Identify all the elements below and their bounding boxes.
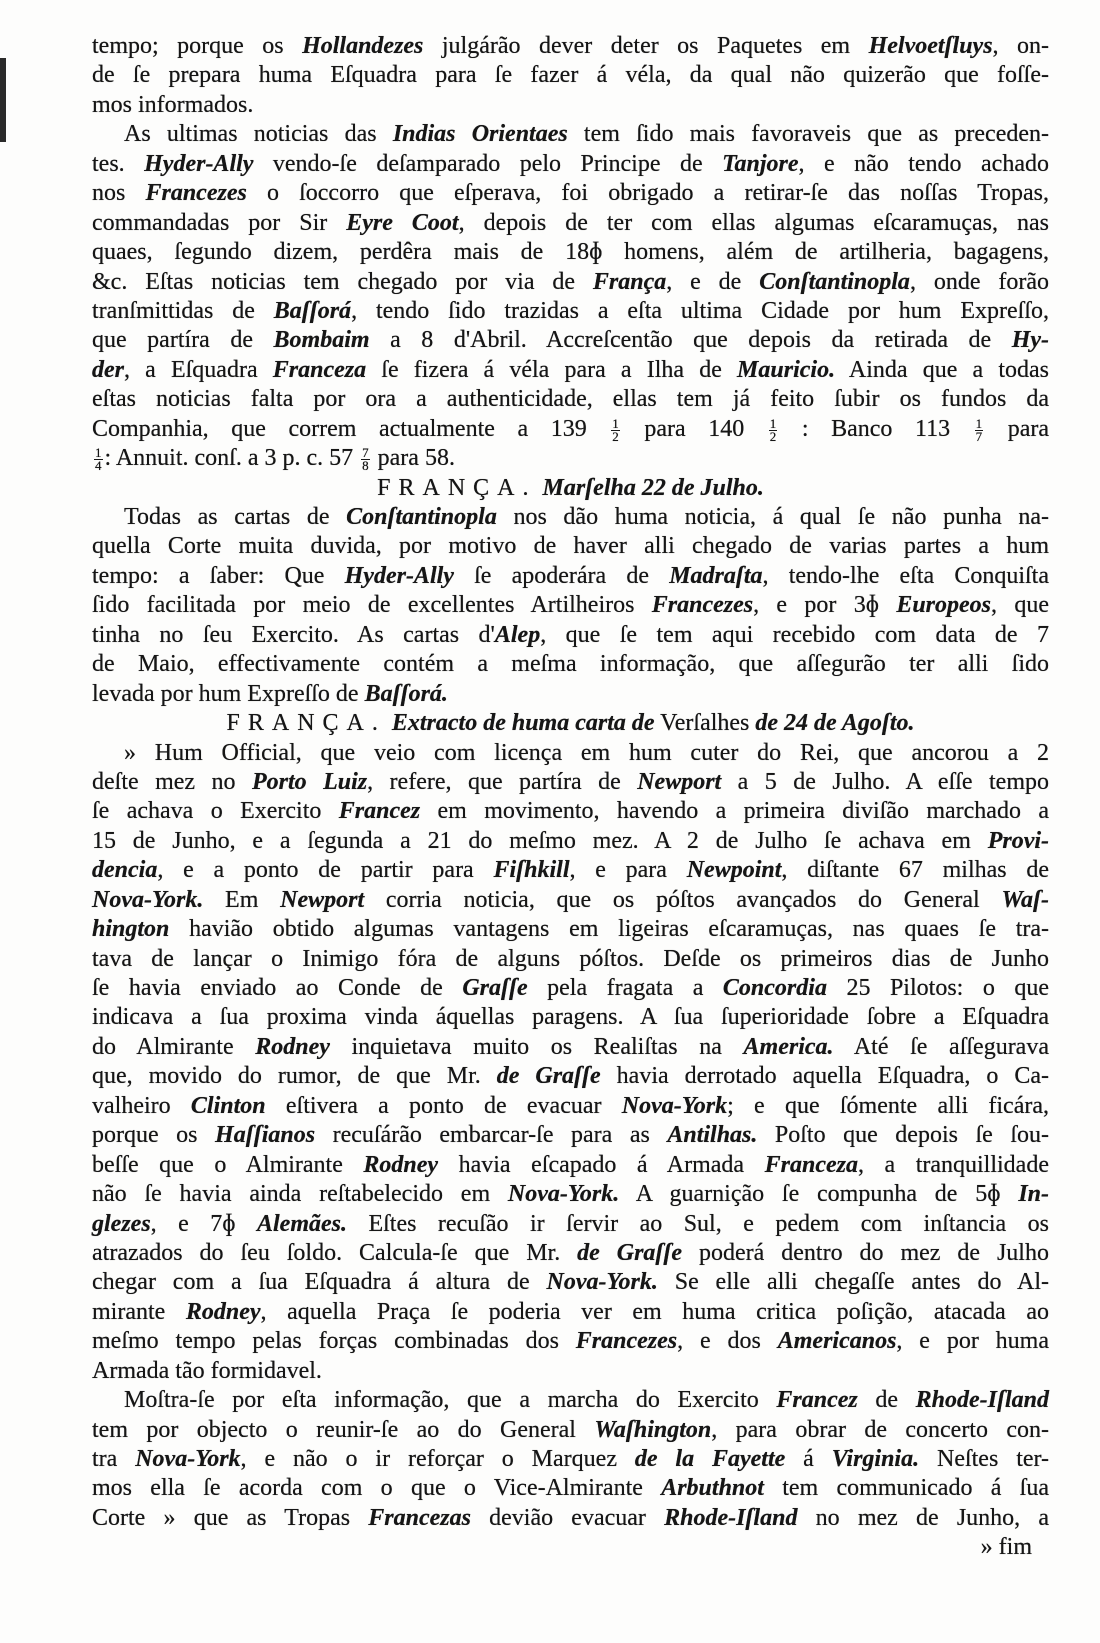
- italic-text: Rhode-Iſland: [664, 1504, 798, 1531]
- text-column: [92, 32, 1049, 1563]
- italic-text: Madraſta: [669, 562, 763, 589]
- italic-text: Europeos: [896, 592, 992, 619]
- fraction-numerator: 1: [975, 415, 983, 431]
- paragraph: [92, 32, 1049, 120]
- paragraph: [92, 739, 1049, 1387]
- italic-text: Mauricio.: [737, 356, 836, 383]
- fraction: [769, 415, 778, 444]
- italic-text: Provi-: [987, 827, 1049, 854]
- text-line: beſſe que o Almirante Rodney havia eſcapado á Armada Franceza, a tranquillidade: [92, 1151, 1049, 1178]
- text-line: ſe achava o Exercito Francez em movimento, havendo a primeira diviſão marchado a: [92, 798, 1049, 825]
- italic-text: Alep: [494, 621, 541, 648]
- italic-text: de Graſſe: [496, 1063, 601, 1090]
- italic-text: Conſtantinopla: [759, 268, 910, 295]
- text-line: glezes, e 7ɸ Alemães. Eſtes recuſão ir ſervir ao Sul, e pedem com inſtancia os: [92, 1210, 1049, 1237]
- section-heading: FRANÇA. Extracto de huma carta de Verſalhes de 24 de Agoſto.: [226, 710, 915, 737]
- italic-text: Rhode-Iſland: [915, 1387, 1049, 1414]
- text-line: Todas as cartas de Conſtantinopla nos dão huma noticia, á qual ſe não punha na-: [124, 504, 1049, 530]
- heading: [92, 474, 1049, 503]
- italic-text: Rodney: [185, 1298, 261, 1325]
- italic-text: França: [592, 268, 667, 295]
- italic-text: America.: [743, 1033, 834, 1060]
- fraction: [611, 415, 620, 444]
- text-line: der, a Eſquadra Franceza ſe fizera á véla para a Ilha de Mauricio. Ainda que a todas: [92, 356, 1050, 383]
- italic-text: hington: [92, 916, 170, 943]
- fraction-denominator: 8: [362, 458, 369, 474]
- text-line: quella Corte muita duvida, por motivo de haver alli chegado de varias partes a hum: [92, 533, 1049, 560]
- text-line: $\frac{1}{4}$ : Annuit. conſ. a 3 p. c. 57 $\frac{7}{8}$ para 58.: [95, 445, 455, 474]
- italic-text: Baſſorá: [273, 297, 352, 324]
- paragraph: [92, 120, 1049, 473]
- text-line: tava de lançar o Inimigo fóra de alguns póſtos. Deſde os primeiros dias de Junho: [92, 945, 1049, 972]
- italic-text: der: [92, 356, 124, 383]
- paragraph: [92, 1386, 1049, 1533]
- text-line: quaes, ſegundo dizem, perdêra mais de 18ɸ homens, além de artilheria, bagagens,: [92, 239, 1049, 266]
- text-line: mirante Rodney, aquella Praça ſe poderia ver em huma critica poſição, atacada ao: [92, 1298, 1049, 1325]
- italic-text: Concordia: [722, 975, 827, 1001]
- italic-text: Francezes: [575, 1328, 678, 1355]
- italic-text: Graſſe: [462, 975, 528, 1001]
- italic-text: de Graſſe: [577, 1239, 683, 1266]
- italic-text: Francez: [338, 798, 421, 825]
- italic-text: Arbuthnot: [661, 1475, 764, 1502]
- italic-text: Hyder-Ally: [344, 562, 454, 589]
- italic-text: Hollandezes: [302, 33, 424, 59]
- text-line: de Maio, effectivamente contém a meſma informação, que aſſegurão ter alli ſido: [92, 651, 1049, 678]
- italic-text: Bombaim: [273, 327, 370, 354]
- text-line: hington havião obtido algumas vantagens em ligeiras eſcaramuças, nas quaes ſe tra-: [92, 916, 1049, 943]
- italic-text: de la Fayette: [634, 1446, 786, 1472]
- fraction-numerator: 1: [769, 415, 777, 431]
- italic-text: Hy-: [1011, 327, 1050, 354]
- fraction: [975, 415, 984, 444]
- fraction-denominator: 4: [95, 458, 102, 474]
- text-line: Moſtra-ſe por eſta informação, que a marcha do Exercito Francez de Rhode-Iſland: [124, 1387, 1049, 1414]
- section-heading: [92, 474, 1049, 503]
- fraction-numerator: 1: [95, 445, 102, 461]
- text-line: meſmo tempo pelas forças combinadas dos Francezes, e dos Americanos, e por huma: [92, 1328, 1049, 1355]
- paragraph: [92, 503, 1049, 709]
- italic-text: Extracto de huma carta de: [391, 710, 655, 737]
- italic-text: de 24 de Agoſto.: [755, 710, 915, 737]
- text-line: commandadas por Sir Eyre Coot, depois de ter com ellas algumas eſcaramuças, nas: [92, 209, 1050, 236]
- text-line: do Almirante Rodney inquietava muito os Realiſtas na America. Até ſe aſſegurava: [92, 1033, 1049, 1060]
- text-line: de ſe prepara huma Eſquadra para ſe fazer á véla, da qual não quizerão que foſſe-: [92, 62, 1049, 89]
- fraction-numerator: 7: [362, 445, 369, 461]
- italic-text: Hyder-Ally: [144, 150, 254, 177]
- italic-text: Americanos: [777, 1328, 897, 1355]
- text-line: Corte » que as Tropas Francezas devião evacuar Rhode-Iſland no mez de Junho, a: [92, 1504, 1049, 1531]
- italic-text: Virginia.: [831, 1446, 920, 1472]
- italic-text: Waſ-: [1001, 886, 1049, 913]
- text-line: tinha no ſeu Exercito. As cartas d'Alep, que ſe tem aqui recebido com data de 7: [92, 621, 1050, 648]
- text-line: tra Nova-York, e não o ir reforçar o Marquez de la Fayette á Virginia. Neſtes ter-: [92, 1446, 1050, 1472]
- italic-text: Francezes: [145, 180, 247, 207]
- text-line: tes. Hyder-Ally vendo-ſe deſamparado pelo Principe de Tanjore, e não tendo achado: [92, 150, 1049, 177]
- spaced-caps-text: FRANÇA.: [226, 710, 386, 737]
- text-line: atrazados do ſeu ſoldo. Calcula-ſe que Mr. de Graſſe poderá dentro do mez de Julho: [92, 1239, 1049, 1266]
- text-line: valheiro Clinton eſtivera a ponto de evacuar Nova-York; e que ſómente alli ficára,: [92, 1092, 1050, 1119]
- text-line: mos ella ſe acorda com o que o Vice-Almirante Arbuthnot tem communicado á ſua: [92, 1475, 1050, 1502]
- text-line: 15 de Junho, e a ſegunda a 21 do meſmo mez. A 2 de Julho ſe achava em Provi-: [92, 827, 1049, 854]
- italic-text: Marſelha 22 de Julho.: [542, 474, 764, 501]
- text-line: levada por hum Expreſſo de Baſſorá.: [92, 680, 448, 707]
- text-line: que partíra de Bombaim a 8 d'Abril. Accreſcentão que depois da retirada de Hy-: [92, 327, 1050, 354]
- text-line: tempo: a ſaber: Que Hyder-Ally ſe apoderára de Madraſta, tendo-lhe eſta Conquiſta: [92, 562, 1049, 589]
- italic-text: Tanjore: [722, 150, 799, 177]
- heading: [92, 709, 1049, 738]
- italic-text: glezes: [92, 1210, 151, 1237]
- italic-text: Newport: [280, 886, 365, 913]
- italic-text: Francezes: [651, 592, 754, 619]
- italic-text: In-: [1018, 1181, 1049, 1208]
- fraction-denominator: 2: [612, 428, 619, 444]
- italic-text: Newport: [637, 768, 722, 795]
- text-line: Companhia, que correm actualmente a 139 $\frac{1}{2}$ para 140 $\frac{1}{2}$ : Banco 113 $\frac{1}{7}$ para: [92, 415, 1050, 444]
- italic-text: Waſhington: [594, 1416, 712, 1443]
- text-line: nos Francezes o ſoccorro que eſperava, foi obrigado a retirar-ſe das noſſas Tropas,: [92, 180, 1050, 207]
- italic-text: Rodney: [363, 1151, 439, 1178]
- italic-text: Newpoint: [686, 857, 782, 884]
- fraction-denominator: 2: [769, 428, 777, 444]
- italic-text: Fiſhkill: [493, 857, 570, 884]
- italic-text: Nova-York: [621, 1092, 728, 1119]
- fraction-denominator: 7: [975, 428, 983, 444]
- italic-text: Francezas: [368, 1504, 471, 1531]
- fraction: [94, 447, 103, 472]
- text-line: As ultimas noticias das Indias Orientaes tem ſido mais favoraveis que as preceden-: [124, 121, 1049, 148]
- spaced-caps-text: FRANÇA.: [377, 474, 537, 501]
- text-line: indicava a ſua proxima vinda áquellas paragens. A ſua ſuperioridade ſobre a Eſquadra: [92, 1004, 1049, 1031]
- italic-text: Francez: [776, 1387, 858, 1414]
- text-line: tranſmittidas de Baſſorá, tendo ſido trazidas a eſta ultima Cidade por hum Expreſſo,: [92, 297, 1049, 324]
- italic-text: Haſſianos: [215, 1122, 316, 1149]
- italic-text: Nova-York: [135, 1446, 241, 1472]
- scan-edge-mark: [0, 58, 6, 142]
- text-line: &c. Eſtas noticias tem chegado por via de França, e de Conſtantinopla, onde forão: [92, 268, 1049, 295]
- text-line: eſtas noticias falta por ora a authenticidade, ellas tem já feito ſubir os fundos da: [92, 386, 1049, 413]
- text-line: Armada tão formidavel.: [92, 1357, 322, 1384]
- text-line: que, movido do rumor, de que Mr. de Graſſe havia derrotado aquella Eſquadra, o Ca-: [92, 1063, 1050, 1090]
- text-line: Nova-York. Em Newport corria noticia, que os póſtos avançados do General Waſ-: [92, 886, 1049, 913]
- italic-text: Clinton: [190, 1092, 266, 1119]
- italic-text: Alemães.: [257, 1210, 347, 1237]
- text-line: não ſe havia ainda reſtabelecido em Nova-York. A guarnição ſe compunha de 5ɸ In-: [92, 1181, 1049, 1208]
- italic-text: Baſſorá.: [364, 680, 448, 707]
- italic-text: Antilhas.: [667, 1122, 758, 1149]
- italic-text: Helvoetſluys: [868, 33, 993, 59]
- text-line: mos informados.: [92, 91, 254, 118]
- text-line: dencia, e a ponto de partir para Fiſhkill, e para Newpoint, diſtante 67 milhas de: [92, 857, 1050, 884]
- text-line: ſido facilitada por meio de excellentes Artilheiros Francezes, e por 3ɸ Europeos, que: [92, 592, 1049, 619]
- italic-text: Franceza: [272, 356, 367, 383]
- text-line: deſte mez no Porto Luiz, refere, que partíra de Newport a 5 de Julho. A eſſe tempo: [92, 768, 1049, 795]
- italic-text: Nova-York.: [507, 1181, 620, 1208]
- catchword: [92, 1533, 1049, 1562]
- italic-text: Rodney: [255, 1033, 330, 1060]
- text-line: chegar com a ſua Eſquadra á altura de Nova-York. Se elle alli chegaſſe antes do Al-: [92, 1269, 1049, 1296]
- text-line: porque os Haſſianos recuſárão embarcar-ſe para as Antilhas. Poſto que depois ſe ſou-: [92, 1122, 1049, 1149]
- text-line: ſe havia enviado ao Conde de Graſſe pela fragata a Concordia 25 Pilotos: o que: [92, 975, 1050, 1001]
- text-line: » Hum Official, que veio com licença em hum cuter do Rei, que ancorou a 2: [124, 739, 1049, 766]
- italic-text: dencia: [92, 857, 158, 884]
- text-line: tempo; porque os Hollandezes julgárão dever deter os Paquetes em Helvoetſluys, on-: [92, 33, 1050, 59]
- italic-text: Indias Orientaes: [392, 121, 568, 148]
- italic-text: Nova-York.: [546, 1269, 658, 1296]
- italic-text: Franceza: [764, 1151, 858, 1178]
- italic-text: Conſtantinopla: [346, 504, 497, 530]
- fraction: [361, 447, 370, 472]
- italic-text: Eyre Coot: [346, 209, 459, 236]
- italic-text: Porto Luiz: [251, 768, 368, 795]
- text-line: tem por objecto o reunir-ſe ao do General Waſhington, para obrar de concerto con-: [92, 1416, 1049, 1443]
- fraction-numerator: 1: [612, 415, 619, 431]
- catchword: » fim: [980, 1534, 1032, 1561]
- italic-text: Nova-York.: [92, 886, 204, 913]
